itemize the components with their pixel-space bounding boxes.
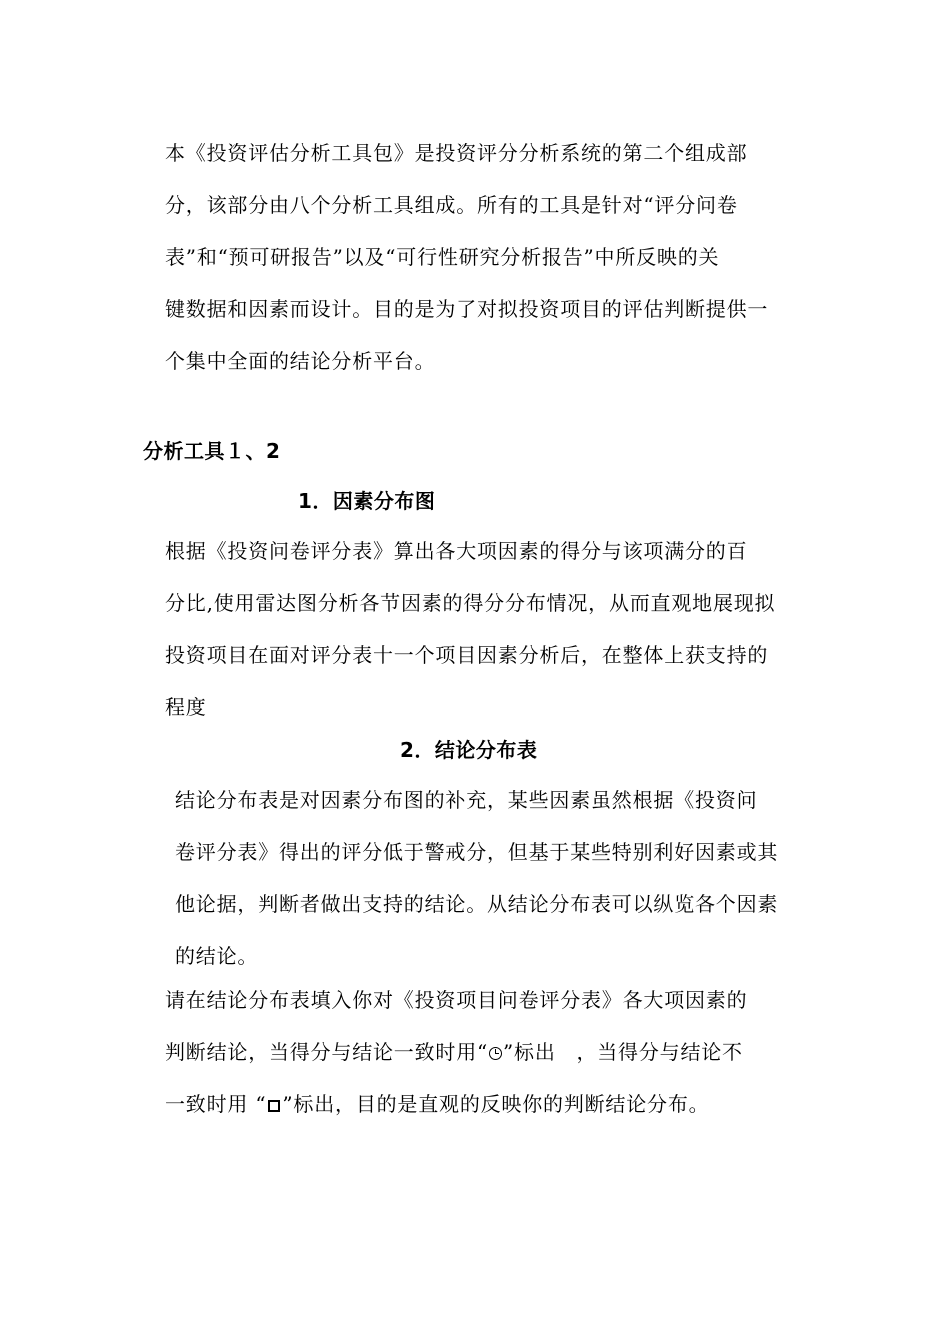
section-title: 分析工具１、2 (143, 439, 281, 463)
intro-line: 键数据和因素而设计。目的是为了对拟投资项目的评估判断提供一 (165, 297, 769, 321)
instruction-text: 一致时用 “ (165, 1092, 267, 1116)
factor-chart-heading: 1．因素分布图 (298, 489, 436, 513)
paragraph-line: 结论分布表是对因素分布图的补充，某些因素虽然根据《投资问 (175, 788, 758, 812)
intro-paragraph (143, 127, 807, 387)
clock-icon (489, 1047, 502, 1060)
paragraph-line (143, 1078, 807, 1130)
intro-line: 本《投资评估分析工具包》是投资评分分析系统的第二个组成部 (165, 141, 748, 165)
paragraph-line: 根据《投资问卷评分表》算出各大项因素的得分与该项满分的百 (165, 539, 748, 563)
paragraph-line: 他论据，判断者做出支持的结论。从结论分布表可以纵览各个因素 (175, 892, 779, 916)
intro-line: 表”和“预可研报告”以及“可行性研究分析报告”中所反映的关 (165, 245, 720, 269)
instruction-text: ”标出 ，当得分与结论不 (503, 1040, 743, 1064)
paragraph-line: 投资项目在面对评分表十一个项目因素分析后，在整体上获支持的 (165, 643, 769, 667)
square-icon (268, 1100, 280, 1112)
paragraph-line: 的结论。 (175, 944, 259, 968)
intro-line: 个集中全面的结论分析平台。 (165, 349, 436, 373)
paragraph-line: 卷评分表》得出的评分低于警戒分，但基于某些特别利好因素或其 (175, 840, 779, 864)
conclusion-table-paragraph (143, 774, 807, 982)
paragraph-line: 请在结论分布表填入你对《投资项目问卷评分表》各大项因素的 (165, 988, 748, 1012)
instruction-text: ”标出，目的是直观的反映你的判断结论分布。 (282, 1092, 710, 1116)
paragraph-line: 分比,使用雷达图分析各节因素的得分分布情况，从而直观地展现拟 (165, 591, 776, 615)
factor-chart-paragraph (143, 525, 807, 733)
paragraph-line: 程度 (165, 695, 207, 719)
conclusion-table-heading: 2．结论分布表 (400, 738, 538, 762)
instruction-paragraph (143, 974, 807, 1130)
paragraph-line (143, 1026, 807, 1078)
intro-line: 分，该部分由八个分析工具组成。所有的工具是针对“评分问卷 (165, 193, 738, 217)
instruction-text: 判断结论，当得分与结论一致时用“ (165, 1040, 489, 1064)
